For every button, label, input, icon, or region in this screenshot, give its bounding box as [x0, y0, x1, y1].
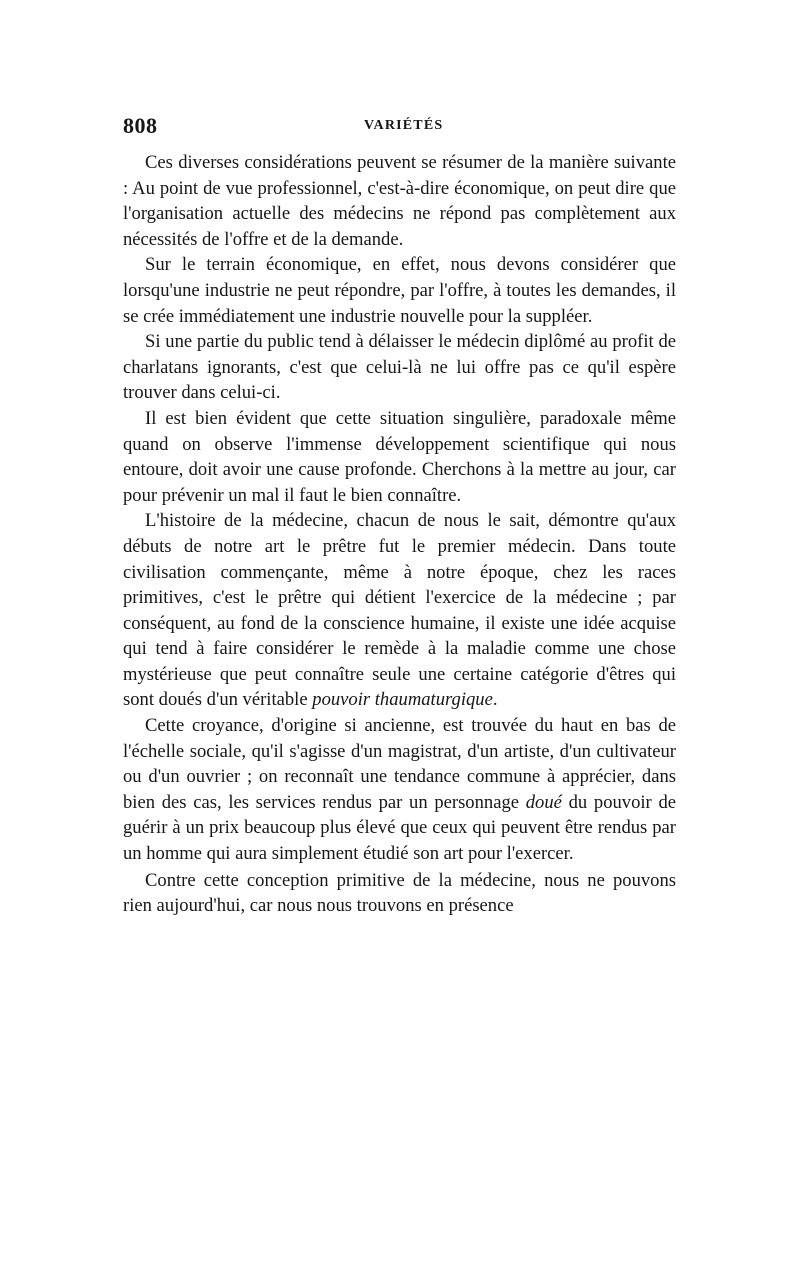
running-title: VARIÉTÉS — [364, 118, 444, 133]
paragraph-text: du pouvoir de guérir à un prix beaucoup plus élevé que ceux qui peuvent être rendus par un homme qui aura simplement étudié son art pour l'exercer. — [123, 791, 676, 865]
paragraph-text: Cette croyance, d'origine si ancienne, est trouvée du haut en bas de l'échelle sociale, qu'il s'agisse d'un magistrat, d'un artiste, d'un cultivateur ou d'un ouvrier ; on reconnaît une tendance commune à apprécier, dans bien des cas, les services rendus par un personnage — [123, 715, 676, 813]
paragraph: Si une partie du public tend à délaisser le médecin diplômé au profit de charlatans ignorants, c'est que celui-là ne lui offre pas ce qu'il espère trouver dans celui-ci. — [123, 331, 676, 404]
paragraph: Contre cette conception primitive de la médecine, nous ne pouvons rien aujourd'hui, car nous nous trouvons en présence — [123, 869, 676, 917]
page-number: 808 — [123, 113, 158, 138]
paragraph: Ces diverses considérations peuvent se résumer de la manière suivante : Au point de vue professionnel, c'est-à-dire économique, on peut dire que l'organisation actuelle des médecins ne répond pas complètement aux nécessités de l'offre et de la demande. — [123, 152, 676, 250]
page-header — [123, 113, 676, 143]
italic-term: pouvoir thaumaturgique — [312, 689, 493, 711]
body-text — [123, 150, 676, 919]
paragraph — [123, 508, 676, 713]
paragraph: Sur le terrain économique, en effet, nous devons considérer que lorsqu'une industrie ne peut répondre, par l'offre, à toutes les demandes, il se crée immédiatement une industrie nouvelle pour la suppléer. — [123, 254, 676, 327]
paragraph: Il est bien évident que cette situation singulière, paradoxale même quand on observe l'immense développement scientifique qui nous entoure, doit avoir une cause profonde. Cherchons à la mettre au jour, car pour prévenir un mal il faut le bien connaître. — [123, 407, 676, 506]
paragraph-text: L'histoire de la médecine, chacun de nous le sait, démontre qu'aux débuts de notre art le prêtre fut le premier médecin. Dans toute civilisation commençante, même à notre époque, chez les races primitives, c'est le prêtre qui détient l'exercice de la médecine ; par conséquent, au fond de la conscience humaine, il existe une idée acquise qui tend à faire considérer le remède à la maladie comme une chose mystérieuse que peut connaître seule une certaine catégorie d'êtres qui sont doués d'un véritable — [123, 510, 676, 711]
paragraph — [123, 713, 676, 867]
italic-term: doué — [525, 791, 562, 813]
paragraph-text: . — [492, 689, 498, 711]
